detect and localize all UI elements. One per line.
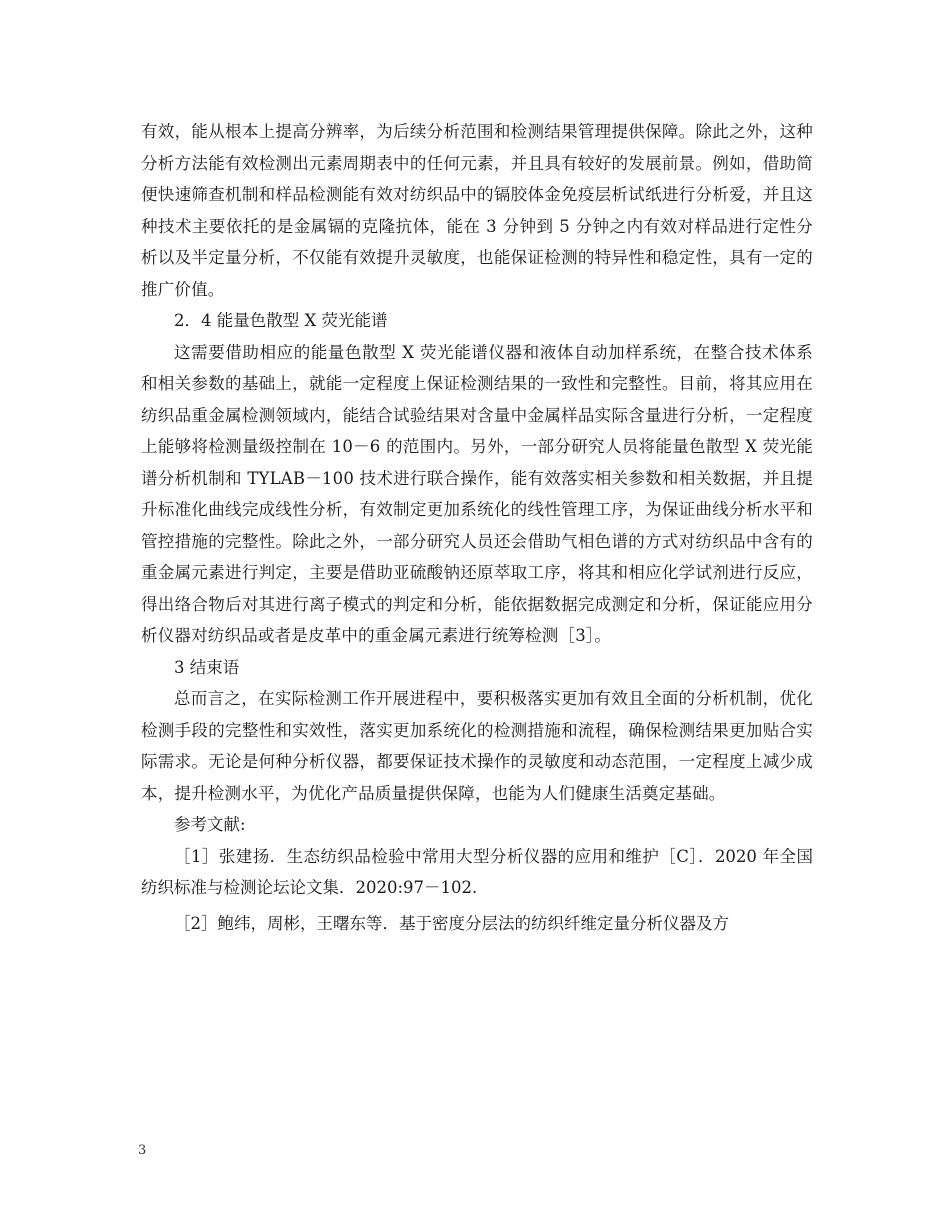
reference-item-1: ［1］张建扬．生态纺织品检验中常用大型分析仪器的应用和维护［C］．2020 年全国纺织标准与检测论坛论文集．2020:97－102. (141, 846, 813, 897)
reference-item-2: ［2］鲍纬，周彬，王曙东等．基于密度分层法的纺织纤维定量分析仪器及方 (174, 913, 729, 933)
paragraph-continuation: 有效，能从根本上提高分辨率，为后续分析范围和检测结果管理提供保障。除此之外，这种分析方法能有效检测出元素周期表中的任何元素，并且具有较好的发展前景。例如，借助简便快速筛查机制和样品检测能有效对纺织品中的镉胶体金免疫层析试纸进行分析爱，并且这种技术主要依托的是金属镉的克隆抗体，能在 3 分钟到 5 分钟之内有效对样品进行定性分析以及半定量分析，不仅能有效提升灵敏度，也能保证检测的特异性和稳定性，具有一定的推广价值。 (141, 122, 813, 299)
section-heading-2-4: 2．4 能量色散型 X 荧光能谱 (174, 311, 388, 330)
references-heading: 参考文献: (174, 815, 246, 834)
paragraph-edxrf: 这需要借助相应的能量色散型 X 荧光能谱仪器和液体自动加样系统，在整合技术体系和相关参数的基础上，就能一定程度上保证检测结果的一致性和完整性。目前，将其应用在纺织品重金属检测领域内，能结合试验结果对含量中金属样品实际含量进行分析，一定程度上能够将检测量级控制在 10－6 的范围内。另外，一部分研究人员将能量色散型 X 荧光能谱分析机制和 TYLAB－100 技术进行联合操作，能有效落实相关参数和相关数据，并且提升标准化曲线完成线性分析，有效制定更加系统化的线性管理工序，为保证曲线分析水平和管控措施的完整性。除此之外，一部分研究人员还会借助气相色谱的方式对纺织品中含有的重金属元素进行判定，主要是借助亚硫酸钠还原萃取工序，将其和相应化学试剂进行反应，得出络合物后对其进行离子模式的判定和分析，能依据数据完成测定和分析，保证能应用分析仪器对纺织品或者是皮革中的重金属元素进行统筹检测［3］。 (141, 342, 813, 645)
page-number: 3 (138, 1143, 147, 1158)
page-content (141, 116, 813, 939)
paragraph-conclusion: 总而言之，在实际检测工作开展进程中，要积极落实更加有效且全面的分析机制，优化检测手段的完整性和实效性，落实更加系统化的检测措施和流程，确保检测结果更加贴合实际需求。无论是何种分析仪器，都要保证技术操作的灵敏度和动态范围，一定程度上减少成本，提升检测水平，为优化产品质量提供保障，也能为人们健康生活奠定基础。 (141, 689, 813, 803)
section-heading-conclusion: 3 结束语 (174, 657, 240, 677)
